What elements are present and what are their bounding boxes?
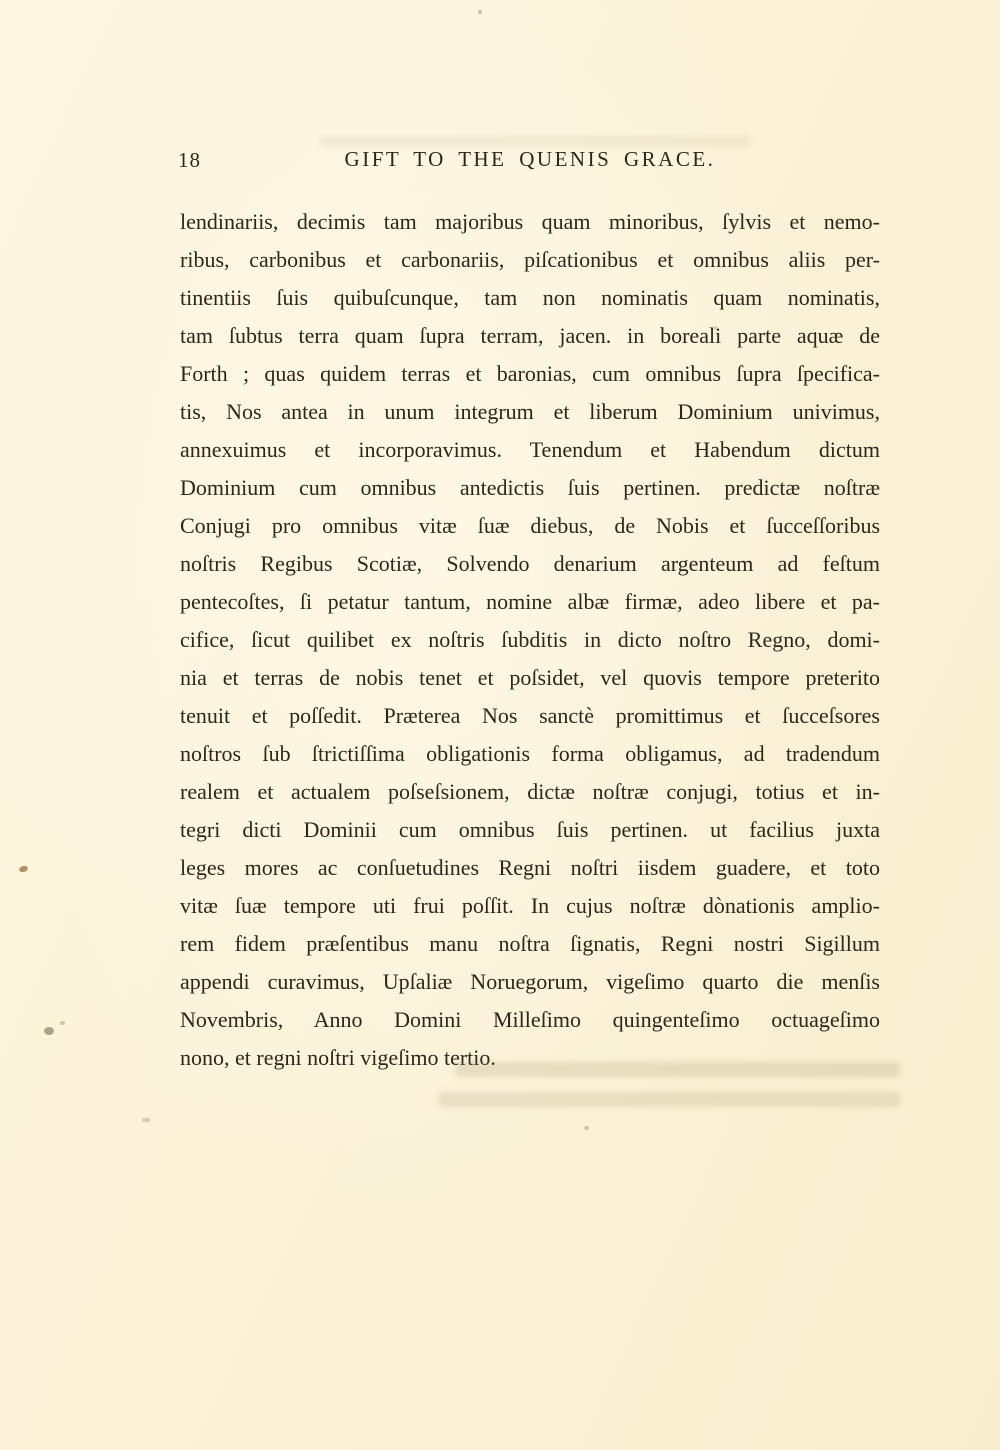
text-line: cifice, ſicut quilibet ex noſtris ſubditis in dicto noſtro Regno, domi- — [180, 627, 880, 652]
text-line: noſtris Regibus Scotiæ, Solvendo denarium argenteum ad feſtum — [180, 551, 880, 576]
foxing-spot — [18, 865, 28, 873]
foxing-spot — [478, 10, 482, 14]
text-line: noſtros ſub ſtrictiſſima obligationis forma obligamus, ad tradendum — [180, 741, 880, 766]
text-line: realem et actualem poſseſsionem, dictæ noſtræ conjugi, totius et in- — [180, 779, 880, 804]
foxing-spot — [142, 1118, 150, 1122]
text-line: leges mores ac conſuetudines Regni noſtri iisdem guadere, et toto — [180, 855, 880, 880]
foxing-spot — [584, 1126, 589, 1130]
text-line: Novembris, Anno Domini Milleſimo quingenteſimo octuageſimo — [180, 1007, 880, 1032]
text-line: rem fidem præſentibus manu noſtra ſignatis, Regni nostri Sigillum — [180, 931, 880, 956]
foxing-spot — [713, 326, 718, 330]
text-line: vitæ ſuæ tempore uti frui poſſit. In cujus noſtræ dònationis amplio- — [180, 893, 880, 918]
page-showthrough — [438, 1092, 900, 1107]
foxing-spot — [60, 1021, 65, 1025]
text-line: lendinariis, decimis tam majoribus quam minoribus, ſylvis et nemo- — [180, 209, 880, 234]
text-line: tenuit et poſſedit. Præterea Nos sanctè promittimus et ſucceſsores — [180, 703, 880, 728]
text-line: nono, et regni noſtri vigeſimo tertio. — [180, 1045, 496, 1070]
body-text — [180, 203, 880, 1077]
text-line: Conjugi pro omnibus vitæ ſuæ diebus, de Nobis et ſucceſſoribus — [180, 513, 880, 538]
text-line: tinentiis ſuis quibuſcunque, tam non nominatis quam nominatis, — [180, 285, 880, 310]
text-line: Dominium cum omnibus antedictis ſuis pertinen. predictæ noſtræ — [180, 475, 880, 500]
page-showthrough — [455, 1062, 900, 1077]
text-line: ribus, carbonibus et carbonariis, piſcationibus et omnibus aliis per- — [180, 247, 880, 272]
text-line: pentecoſtes, ſi petatur tantum, nomine albæ firmæ, adeo libere et pa- — [180, 589, 880, 614]
page-number: 18 — [178, 148, 201, 172]
foxing-spot — [44, 1027, 54, 1035]
text-line: annexuimus et incorporavimus. Tenendum et Habendum dictum — [180, 437, 880, 462]
page-showthrough — [320, 136, 750, 147]
text-line: tis, Nos antea in unum integrum et liberum Dominium univimus, — [180, 399, 880, 424]
running-title: GIFT TO THE QUENIS GRACE. — [344, 147, 716, 171]
text-line: tegri dicti Dominii cum omnibus ſuis pertinen. ut facilius juxta — [180, 817, 880, 842]
text-line: tam ſubtus terra quam ſupra terram, jacen. in boreali parte aquæ de — [180, 323, 880, 348]
text-line: appendi curavimus, Upſaliæ Noruegorum, vigeſimo quarto die menſis — [180, 969, 880, 994]
text-line: nia et terras de nobis tenet et poſsidet, vel quovis tempore preterito — [180, 665, 880, 690]
text-line: Forth ; quas quidem terras et baronias, cum omnibus ſupra ſpecifica- — [180, 361, 880, 386]
